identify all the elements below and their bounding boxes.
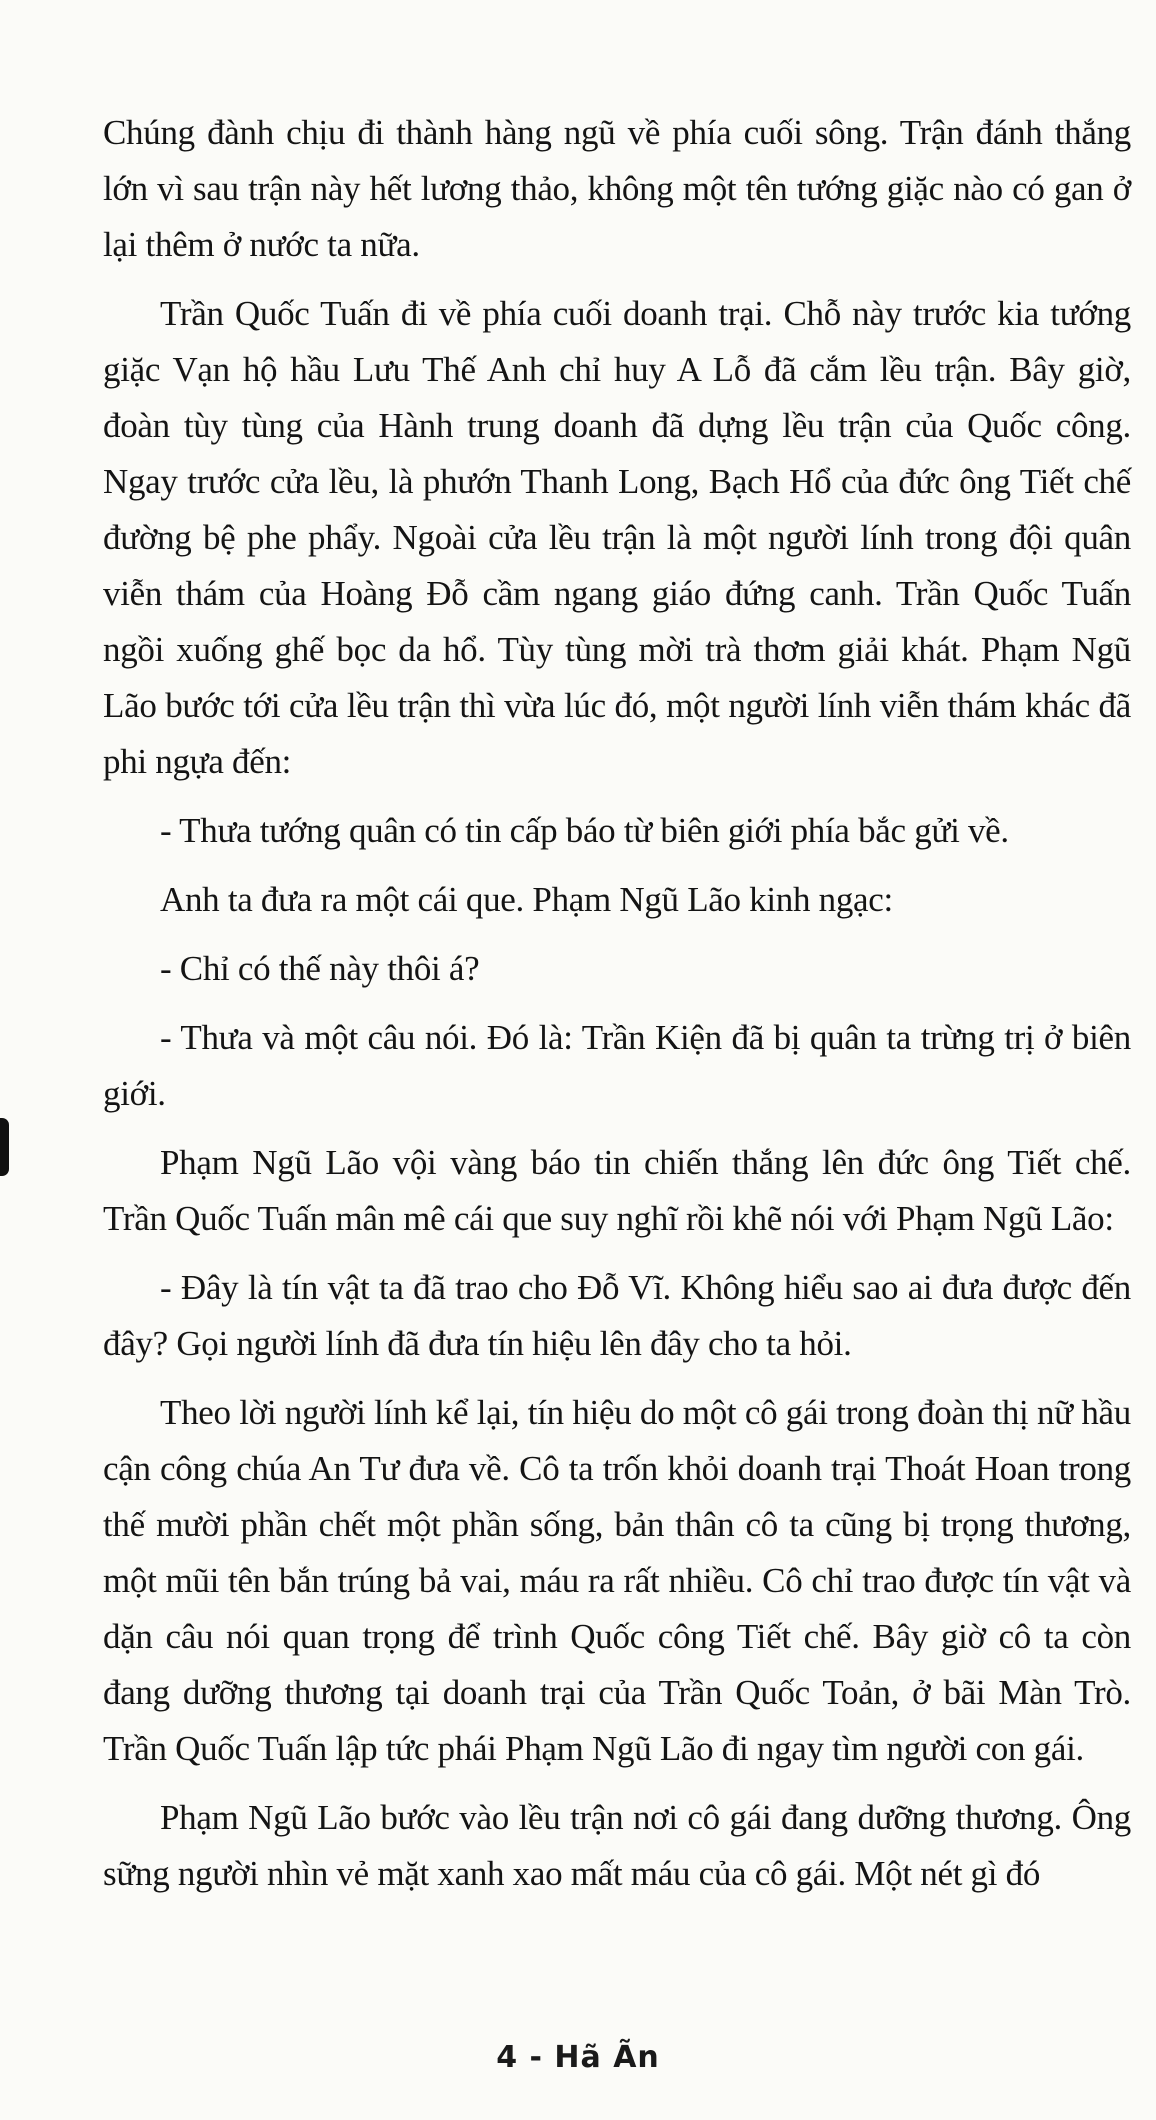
dialogue-line: - Thưa và một câu nói. Đó là: Trần Kiện đã bị quân ta trừng trị ở biên giới.	[103, 1018, 1131, 1113]
paragraph: Anh ta đưa ra một cái que. Phạm Ngũ Lão kinh ngạc:	[160, 880, 893, 919]
dialogue-line: - Thưa tướng quân có tin cấp báo từ biên giới phía bắc gửi về.	[160, 811, 1009, 850]
paragraph: Chúng đành chịu đi thành hàng ngũ về phía cuối sông. Trận đánh thắng lớn vì sau trận này hết lương thảo, không một tên tướng giặc nào có gan ở lại thêm ở nước ta nữa.	[103, 113, 1131, 264]
paragraph: Phạm Ngũ Lão bước vào lều trận nơi cô gái đang dưỡng thương. Ông sững người nhìn vẻ mặt xanh xao mất máu của cô gái. Một nét gì đó	[103, 1798, 1131, 1893]
body-text	[103, 105, 1131, 1902]
dialogue-line: - Đây là tín vật ta đã trao cho Đỗ Vĩ. Không hiểu sao ai đưa được đến đây? Gọi người lính đã đưa tín hiệu lên đây cho ta hỏi.	[103, 1268, 1131, 1363]
paragraph: Trần Quốc Tuấn đi về phía cuối doanh trại. Chỗ này trước kia tướng giặc Vạn hộ hầu Lưu Thế Anh chỉ huy A Lỗ đã cắm lều trận. Bây giờ, đoàn tùy tùng của Hành trung doanh đã dựng lều trận của Quốc công. Ngay trước cửa lều, là phướn Thanh Long, Bạch Hổ của đức ông Tiết chế đường bệ phe phẩy. Ngoài cửa lều trận là một người lính trong đội quân viễn thám của Hoàng Đỗ cầm ngang giáo đứng canh. Trần Quốc Tuấn ngồi xuống ghế bọc da hổ. Tùy tùng mời trà thơm giải khát. Phạm Ngũ Lão bước tới cửa lều trận thì vừa lúc đó, một người lính viễn thám khác đã phi ngựa đến:	[103, 294, 1131, 781]
dialogue-line: - Chỉ có thế này thôi á?	[160, 949, 480, 988]
paragraph: Phạm Ngũ Lão vội vàng báo tin chiến thắng lên đức ông Tiết chế. Trần Quốc Tuấn mân mê cái que suy nghĩ rồi khẽ nói với Phạm Ngũ Lão:	[103, 1143, 1131, 1238]
binding-edge-mark	[0, 1118, 9, 1176]
page-footer: 4 - Hã Ãn	[496, 2040, 660, 2075]
paragraph: Theo lời người lính kể lại, tín hiệu do một cô gái trong đoàn thị nữ hầu cận công chúa An Tư đưa về. Cô ta trốn khỏi doanh trại Thoát Hoan trong thế mười phần chết một phần sống, bản thân cô ta cũng bị trọng thương, một mũi tên bắn trúng bả vai, máu ra rất nhiều. Cô chỉ trao được tín vật và dặn câu nói quan trọng để trình Quốc công Tiết chế. Bây giờ cô ta còn đang dưỡng thương tại doanh trại của Trần Quốc Toản, ở bãi Màn Trò. Trần Quốc Tuấn lập tức phái Phạm Ngũ Lão đi ngay tìm người con gái.	[103, 1393, 1131, 1768]
